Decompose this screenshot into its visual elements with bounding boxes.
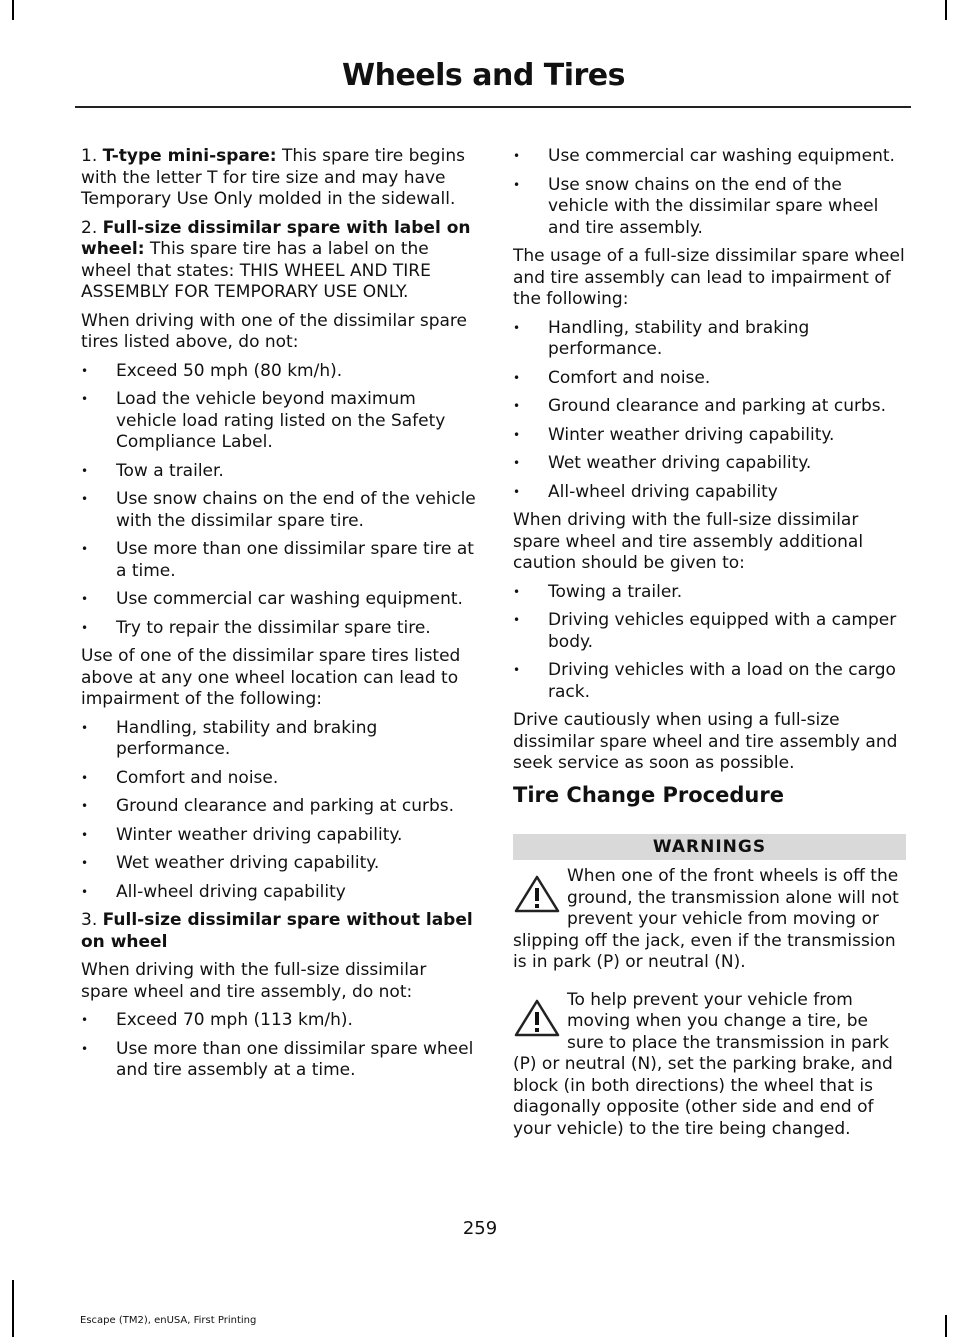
warnings-heading: WARNINGS [513,834,906,860]
list-item: • Ground clearance and parking at curbs. [81,796,476,818]
list-item: • Winter weather driving capability. [513,425,906,447]
footer-edition: Escape (TM2), enUSA, First Printing [80,1315,257,1326]
warning-block [513,990,906,1141]
list-item: • Driving vehicles with a load on the cargo rack. [513,660,906,703]
paragraph: The usage of a full-size dissimilar spare wheel and tire assembly can lead to impairment of the following: [513,246,905,309]
page-number: 259 [462,1218,498,1239]
bullet-list [81,1010,476,1082]
list-item: • All-wheel driving capability [81,882,476,904]
warning-triangle-icon [513,874,561,914]
spare-type-3: 3. Full-size dissimilar spare without label on wheel [81,910,473,952]
crop-mark [12,1280,14,1337]
list-item: • Handling, stability and braking performance. [513,318,906,361]
list-item: • Use more than one dissimilar spare wheel and tire assembly at a time. [81,1039,476,1082]
paragraph: Drive cautiously when using a full-size dissimilar spare wheel and tire assembly and seek service as soon as possible. [513,710,898,773]
bullet-list [513,318,906,504]
list-item: • Use more than one dissimilar spare tire at a time. [81,539,476,582]
warning-block [513,866,906,974]
list-item: • Use snow chains on the end of the vehicle with the dissimilar spare wheel and tire assembly. [513,175,906,240]
list-item: • Comfort and noise. [81,768,476,790]
right-column [513,146,906,1148]
list-item: • Use commercial car washing equipment. [81,589,476,611]
paragraph: Use of one of the dissimilar spare tires listed above at any one wheel location can lead to impairment of the following: [81,646,461,709]
list-item: • All-wheel driving capability [513,482,906,504]
list-item: • Driving vehicles equipped with a camper body. [513,610,906,653]
section-heading: Tire Change Procedure [513,782,784,807]
list-item: • Use snow chains on the end of the vehicle with the dissimilar spare tire. [81,489,476,532]
list-item: • Load the vehicle beyond maximum vehicle load rating listed on the Safety Compliance Label. [81,389,476,454]
paragraph: When driving with the full-size dissimilar spare wheel and tire assembly additional caution should be given to: [513,510,864,573]
list-item: • Ground clearance and parking at curbs. [513,396,906,418]
bullet-list [81,361,476,640]
list-item: • Wet weather driving capability. [81,853,476,875]
list-item: • Wet weather driving capability. [513,453,906,475]
warning-triangle-icon [513,998,561,1038]
warning-text: To help prevent your vehicle from moving when you change a tire, be sure to place the transmission in park (P) or neutral (N), set the parking brake, and block (in both directions) the wheel that is diagonally opposite (other side and end of your vehicle) to the tire being changed. [513,989,893,1139]
list-item: • Try to repair the dissimilar spare tire. [81,618,476,640]
list-item: • Exceed 50 mph (80 km/h). [81,361,476,383]
bullet-list [81,718,476,904]
bullet-list [513,146,906,239]
bullet-list [513,582,906,704]
list-item: • Towing a trailer. [513,582,906,604]
spare-type-1: 1. T-type mini-spare: This spare tire begins with the letter T for tire size and may have Temporary Use Only molded in the sidewall. [81,146,465,209]
paragraph: When driving with the full-size dissimilar spare wheel and tire assembly, do not: [81,960,427,1002]
list-item: • Winter weather driving capability. [81,825,476,847]
list-item: • Comfort and noise. [513,368,906,390]
header-rule [75,106,911,108]
crop-mark [945,0,947,20]
left-column [81,146,476,1089]
list-item: • Handling, stability and braking performance. [81,718,476,761]
warning-text: When one of the front wheels is off the ground, the transmission alone will not prevent your vehicle from moving or slipping off the jack, even if the transmission is in park (P) or neutral (N). [513,866,899,972]
list-item: • Tow a trailer. [81,461,476,483]
crop-mark [945,1315,947,1337]
list-item: • Use commercial car washing equipment. [513,146,906,168]
list-item: • Exceed 70 mph (113 km/h). [81,1010,476,1032]
spare-type-2: 2. Full-size dissimilar spare with label on wheel: This spare tire has a label on the wheel that states: THIS WHEEL AND TIRE ASSEMBLY FOR TEMPORARY USE ONLY. [81,217,471,302]
page-title: Wheels and Tires [342,58,625,93]
paragraph: When driving with one of the dissimilar spare tires listed above, do not: [81,310,467,352]
crop-mark [12,0,14,20]
